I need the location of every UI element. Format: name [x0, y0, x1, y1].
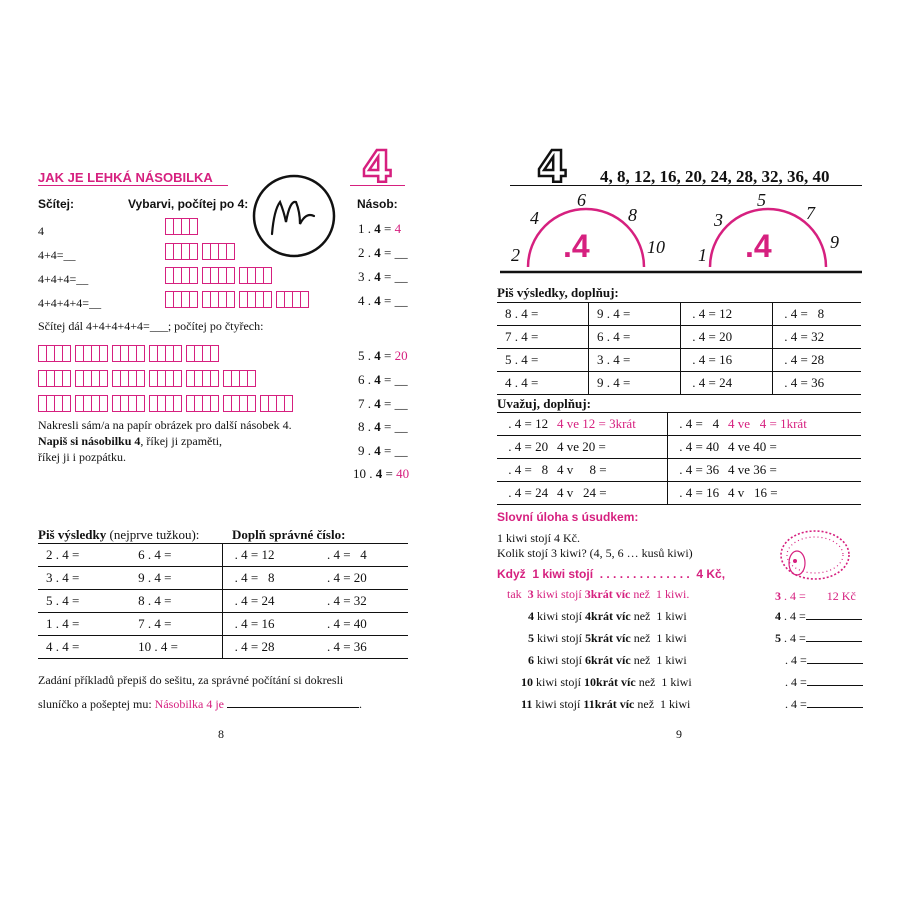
color-box-group[interactable]: [202, 243, 235, 260]
color-box-group[interactable]: [165, 218, 198, 235]
table-cell[interactable]: . 4 = 28: [223, 636, 316, 659]
answer-blank[interactable]: [807, 663, 863, 664]
table-cell[interactable]: . 4 = 20: [681, 326, 773, 349]
table-cell[interactable]: 9 . 4 =: [130, 567, 223, 590]
arc-number: 9: [830, 232, 839, 252]
table-cell[interactable]: 5 . 4 =: [497, 349, 589, 372]
color-box-group[interactable]: [38, 370, 71, 387]
wp-row: 10 kiwi stojí 10krát víc než 1 kiwi: [521, 675, 692, 689]
add-row: 4+4+4+4=__: [38, 296, 102, 310]
results-header: Piš výsledky (nejprve tužkou):: [38, 527, 200, 542]
table-cell[interactable]: 8 . 4 =: [497, 303, 589, 326]
table-cell[interactable]: 4 . 4 =: [38, 636, 130, 659]
left-exercise-table: [38, 543, 408, 659]
table-cell[interactable]: . 4 = 12: [681, 303, 773, 326]
table-row: [38, 636, 408, 659]
table-row: [38, 544, 408, 567]
table-cell[interactable]: . 4 = 40: [668, 436, 727, 459]
color-box-group[interactable]: [75, 370, 108, 387]
answer-blank[interactable]: [227, 707, 359, 708]
table-cell[interactable]: 3 . 4 =: [589, 349, 681, 372]
digit-underline: [350, 185, 405, 186]
big-digit-left: 4: [362, 142, 393, 193]
arc-label: .4: [745, 228, 772, 264]
multiply-row: 4 . 4 = __: [358, 293, 408, 308]
wp-row: tak 3 kiwi stojí 3krát víc než 1 kiwi.: [507, 587, 690, 601]
table-row: [497, 349, 861, 372]
table-row: [497, 326, 861, 349]
table-cell[interactable]: 2 . 4 =: [38, 544, 130, 567]
table-cell[interactable]: 4 ve 12 = 3krát: [555, 413, 668, 436]
table-row: [497, 436, 861, 459]
table-cell[interactable]: 4 ve 36 =: [726, 459, 861, 482]
color-box-group[interactable]: [186, 395, 219, 412]
wp-row: 6 kiwi stojí 6krát víc než 1 kiwi: [528, 653, 687, 667]
right-exercise-table-2: [497, 412, 861, 505]
header-color: Vybarvi, počítej po 4:: [128, 197, 249, 211]
color-box-group[interactable]: [165, 243, 198, 260]
table-cell[interactable]: . 4 = 36: [773, 372, 862, 395]
arc-number: 6: [577, 190, 586, 210]
table-cell[interactable]: . 4 = 16: [681, 349, 773, 372]
table-cell[interactable]: 4 ve 4 = 1krát: [726, 413, 861, 436]
table-cell[interactable]: . 4 = 8: [773, 303, 862, 326]
add-row: 4+4=__: [38, 248, 76, 262]
left-title: JAK JE LEHKÁ NÁSOBILKA: [38, 170, 213, 185]
fill-header: Doplň správné číslo:: [232, 527, 346, 542]
header-add: Sčítej:: [38, 197, 75, 211]
answer-blank[interactable]: [806, 641, 862, 642]
draw-text-3: říkej ji i pozpátku.: [38, 450, 126, 464]
table-cell[interactable]: . 4 = 32: [773, 326, 862, 349]
table-cell[interactable]: 7 . 4 =: [130, 613, 223, 636]
table-cell[interactable]: . 4 = 12: [497, 413, 555, 436]
table-cell[interactable]: . 4 = 36: [668, 459, 727, 482]
table-cell[interactable]: . 4 = 4: [668, 413, 727, 436]
table-cell[interactable]: 7 . 4 =: [497, 326, 589, 349]
table-row: [497, 413, 861, 436]
wp-when: Když 1 kiwi stojí . . . . . . . . . . . . . . 4 Kč,: [497, 567, 726, 581]
color-box-group[interactable]: [186, 345, 219, 362]
table-row: [38, 590, 408, 613]
draw-text-2: Napiš si násobilku 4, říkej ji zpaměti,: [38, 434, 223, 448]
table-cell[interactable]: . 4 = 24: [497, 482, 555, 505]
box-group-row-2: [165, 243, 235, 260]
arc-number: 2: [511, 245, 520, 265]
wp-line-2: Kolik stojí 3 kiwi? (4, 5, 6 … kusů kiwi): [497, 546, 693, 560]
table-cell[interactable]: . 4 = 16: [223, 613, 316, 636]
footer-text-2: sluníčko a pošeptej mu: Násobilka 4 je .: [38, 697, 362, 711]
table-cell[interactable]: 4 v 16 =: [726, 482, 861, 505]
table-cell[interactable]: 4 v 24 =: [555, 482, 668, 505]
right-exercise-table-1: [497, 302, 861, 395]
footer-text-1: Zadání příkladů přepiš do sešitu, za správné počítání si dokresli: [38, 673, 344, 687]
color-box-group[interactable]: [112, 370, 145, 387]
multiply-row: 7 . 4 = __: [358, 396, 408, 411]
table-cell[interactable]: . 4 = 32: [316, 590, 408, 613]
word-problem-title: Slovní úloha s úsudkem:: [497, 510, 639, 524]
title-underline: [38, 185, 228, 186]
multiply-row: 3 . 4 = __: [358, 269, 408, 284]
page-number-left: 8: [218, 727, 224, 741]
add-row: 4+4+4=__: [38, 272, 89, 286]
table-row: [497, 482, 861, 505]
table-cell[interactable]: . 4 = 24: [223, 590, 316, 613]
answer-blank[interactable]: [807, 707, 863, 708]
table-cell[interactable]: . 4 = 8: [497, 459, 555, 482]
color-box-group[interactable]: [38, 395, 71, 412]
color-box-group[interactable]: [149, 345, 182, 362]
table-cell[interactable]: . 4 = 12: [223, 544, 316, 567]
table-cell[interactable]: . 4 = 36: [316, 636, 408, 659]
arc-number: 5: [757, 190, 766, 210]
table-cell[interactable]: . 4 = 8: [223, 567, 316, 590]
color-box-group[interactable]: [75, 345, 108, 362]
color-box-group[interactable]: [239, 267, 272, 284]
color-box-group[interactable]: [239, 291, 272, 308]
table-row: [497, 303, 861, 326]
wp-calc: 4 . 4 =: [775, 609, 862, 624]
table-cell[interactable]: . 4 = 20: [497, 436, 555, 459]
table-cell[interactable]: 4 ve 20 =: [555, 436, 668, 459]
color-box-group[interactable]: [202, 267, 235, 284]
table-cell[interactable]: 10 . 4 =: [130, 636, 223, 659]
color-box-group[interactable]: [202, 291, 235, 308]
color-box-group[interactable]: [112, 345, 145, 362]
wp-calc: 3 . 4 = 12 Kč: [775, 589, 856, 603]
table-row: [497, 459, 861, 482]
arc-number: 8: [628, 205, 637, 225]
color-box-group[interactable]: [149, 370, 182, 387]
draw-text-1: Nakresli sám/a na papír obrázek pro další násobek 4.: [38, 418, 292, 432]
multiply-row: 1 . 4 = 4: [358, 221, 402, 236]
page-number-right: 9: [676, 727, 682, 741]
arc-number: 3: [714, 210, 723, 230]
drawing-circle: [250, 172, 340, 262]
multiply-row: 10 . 4 = 40: [353, 466, 410, 481]
arc-number: 7: [806, 203, 815, 223]
table-row: [497, 372, 861, 395]
table-row: [38, 567, 408, 590]
table-cell[interactable]: 6 . 4 =: [130, 544, 223, 567]
wp-calc: 5 . 4 =: [775, 631, 862, 646]
wp-row: 11 kiwi stojí 11krát víc než 1 kiwi: [521, 697, 691, 711]
big-digit-right: 4: [537, 142, 568, 193]
color-box-group[interactable]: [38, 345, 71, 362]
color-box-group[interactable]: [186, 370, 219, 387]
table-cell[interactable]: 5 . 4 =: [38, 590, 130, 613]
multiply-row: 6 . 4 = __: [358, 372, 408, 387]
answer-blank[interactable]: [807, 685, 863, 686]
color-box-group[interactable]: [165, 291, 198, 308]
box-group-row-3: [165, 267, 272, 284]
arc-number: 1: [698, 245, 707, 265]
table-cell[interactable]: . 4 = 28: [773, 349, 862, 372]
table-cell[interactable]: 9 . 4 =: [589, 372, 681, 395]
table-cell[interactable]: . 4 = 24: [681, 372, 773, 395]
table-cell[interactable]: . 4 = 4: [316, 544, 408, 567]
wp-calc: . 4 =: [782, 697, 863, 712]
color-box-group[interactable]: [223, 395, 256, 412]
table-row: [38, 613, 408, 636]
add-row: 4: [38, 224, 44, 238]
wp-calc: . 4 =: [782, 653, 863, 668]
arc-label: .4: [563, 228, 590, 264]
multiply-row: 9 . 4 = __: [358, 443, 408, 458]
header-multiply: Násob:: [357, 197, 398, 211]
kiwi-icon: [775, 525, 865, 590]
answer-blank[interactable]: [806, 619, 862, 620]
table-cell[interactable]: 9 . 4 =: [589, 303, 681, 326]
table-cell[interactable]: 6 . 4 =: [589, 326, 681, 349]
multiply-row: 5 . 4 = 20: [358, 348, 408, 363]
color-box-group[interactable]: [276, 291, 309, 308]
table-cell[interactable]: . 4 = 16: [668, 482, 727, 505]
box-group-row-4: [165, 291, 309, 308]
wp-line-1: 1 kiwi stojí 4 Kč.: [497, 531, 580, 545]
sequence: 4, 8, 12, 16, 20, 24, 28, 32, 36, 40: [600, 167, 830, 186]
continue-text: Sčítej dál 4+4+4+4+4=___; počítej po čtyřech:: [38, 319, 264, 333]
box-group-row-5: [38, 345, 219, 362]
arc-number: 10: [647, 237, 665, 257]
color-box-group[interactable]: [260, 395, 293, 412]
wp-row: 5 kiwi stojí 5krát víc než 1 kiwi: [528, 631, 687, 645]
arc-number: 4: [530, 208, 539, 228]
box-group-row-7: [38, 395, 293, 412]
table-cell[interactable]: 4 v 8 =: [555, 459, 668, 482]
multiply-row: 2 . 4 = __: [358, 245, 408, 260]
color-box-group[interactable]: [112, 395, 145, 412]
box-group-row-1: [165, 218, 198, 235]
sequence-underline: [510, 185, 862, 186]
color-box-group[interactable]: [223, 370, 256, 387]
wp-calc: . 4 =: [782, 675, 863, 690]
table-cell[interactable]: 4 . 4 =: [497, 372, 589, 395]
box-group-row-6: [38, 370, 256, 387]
color-box-group[interactable]: [149, 395, 182, 412]
table-cell[interactable]: . 4 = 20: [316, 567, 408, 590]
table-cell[interactable]: . 4 = 40: [316, 613, 408, 636]
wp-row: 4 kiwi stojí 4krát víc než 1 kiwi: [528, 609, 687, 623]
color-box-group[interactable]: [75, 395, 108, 412]
think-header: Uvažuj, doplňuj:: [497, 396, 591, 411]
table-cell[interactable]: 3 . 4 =: [38, 567, 130, 590]
table-cell[interactable]: 4 ve 40 =: [726, 436, 861, 459]
color-box-group[interactable]: [165, 267, 198, 284]
table-cell[interactable]: 1 . 4 =: [38, 613, 130, 636]
results-header-right: Piš výsledky, doplňuj:: [497, 285, 619, 300]
multiply-row: 8 . 4 = __: [358, 419, 408, 434]
table-cell[interactable]: 8 . 4 =: [130, 590, 223, 613]
